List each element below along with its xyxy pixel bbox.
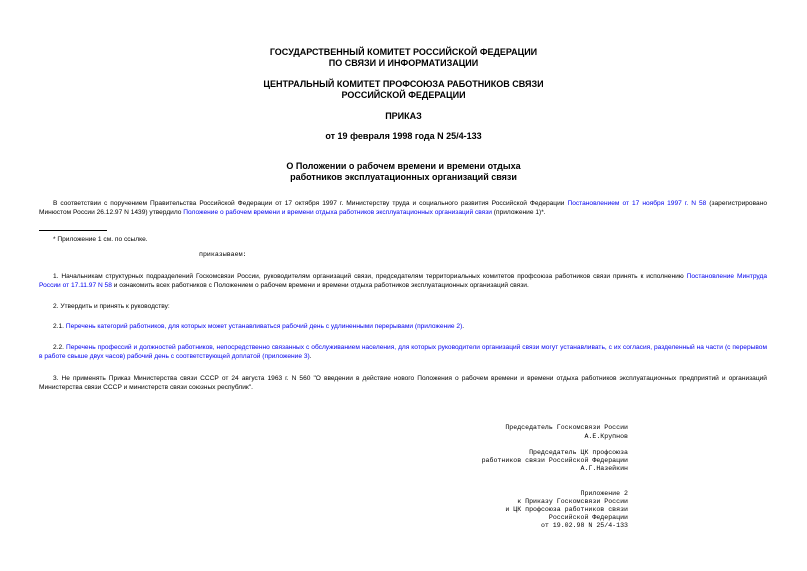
appendix-line-1: Приложение 2 xyxy=(580,490,628,497)
signature-2-name: А.Г.Назейкин xyxy=(580,465,628,472)
signature-1-name: А.Е.Крупнов xyxy=(584,433,628,440)
item-2-2-suffix: . xyxy=(309,353,312,360)
item-2-1-prefix: 2.1. xyxy=(53,323,66,330)
appendix-line-4: Российской Федерации xyxy=(548,514,628,521)
item-1-text-1: 1. Начальникам структурных подразделений Госкомсвязи России, руководителям организаций связи, председателям территориальных комитетов профсоюза работников связи принять к исполнению xyxy=(53,273,687,280)
item-2-1 xyxy=(39,322,767,331)
footnote: * Приложение 1 см. по ссылке. xyxy=(53,236,148,243)
signature-1-title: Председатель Госкомсвязи России xyxy=(505,424,628,431)
appendix-line-3: и ЦК профсоюза работников связи xyxy=(505,506,628,513)
appendix-line-2: к Приказу Госкомсвязи России xyxy=(517,498,628,505)
doc-title-line1: О Положении о рабочем времени и времени отдыха xyxy=(286,161,521,171)
org2-line1: ЦЕНТРАЛЬНЫЙ КОМИТЕТ ПРОФСОЮЗА РАБОТНИКОВ СВЯЗИ xyxy=(263,79,544,89)
resolution-link[interactable]: Постановлением от 17 ноября 1997 г. N 58 xyxy=(567,200,707,207)
signature-2-title-2: работников связи Российской Федерации xyxy=(481,457,628,464)
org2-line2: РОССИЙСКОЙ ФЕДЕРАЦИИ xyxy=(341,90,466,100)
doc-date: от 19 февраля 1998 года N 25/4-133 xyxy=(325,131,482,141)
footnote-divider xyxy=(39,230,107,231)
item-1-text-2: и ознакомить всех работников с Положением о рабочем времени и времени отдыха работников эксплуатационных организаций связи. xyxy=(111,282,529,289)
regulation-link[interactable]: Положение о рабочем времени и времени отдыха работников эксплуатационных организаций связи xyxy=(183,209,492,216)
item-2: 2. Утвердить и принять к руководству: xyxy=(53,303,170,310)
order-word: приказываем: xyxy=(199,251,247,258)
org1-line1: ГОСУДАРСТВЕННЫЙ КОМИТЕТ РОССИЙСКОЙ ФЕДЕРАЦИИ xyxy=(269,47,538,57)
intro-text-1: В соответствии с поручением Правительства Российской Федерации от 17 октября 1997 г. Министерству труда и социального развития Российской Федерации xyxy=(53,200,568,207)
item-2-1-suffix: . xyxy=(462,323,465,330)
appendix-line-5: от 19.02.98 N 25/4-133 xyxy=(540,522,628,529)
intro-text-3: (приложение 1)*. xyxy=(491,209,546,216)
item-2-2-prefix: 2.2. xyxy=(53,344,66,351)
item-2-2 xyxy=(39,343,767,361)
appendix-2-link[interactable]: Перечень категорий работников, для которых может устанавливаться рабочий день с удлиненными перерывами (приложение 2) xyxy=(65,323,463,330)
mintrud-resolution-link[interactable]: Постановление Минтруда России от 17.11.97 N 58 xyxy=(39,273,767,289)
item-1 xyxy=(39,272,767,290)
appendix-3-link[interactable]: Перечень профессий и должностей работников, непосредственно связанных с обслуживанием населения, для которых руководители организаций связи могут устанавливать, с их согласия, разделенный на части (с перерывом в работе свыше двух часов) рабочий день с соответствующей доплатой (приложение 3) xyxy=(39,344,767,360)
item-3: 3. Не применять Приказ Министерства связи СССР от 24 августа 1963 г. N 560 "О введении в действие нового Положения о рабочем времени и времени отдыха работников эксплуатационных предприятий и организаций Министерства связи СССР и министерств связи союзных республик". xyxy=(39,375,767,391)
org1-line2: ПО СВЯЗИ И ИНФОРМАТИЗАЦИИ xyxy=(328,58,479,68)
signature-2-title-1: Председатель ЦК профсоюза xyxy=(529,449,628,456)
doc-type: ПРИКАЗ xyxy=(385,111,422,121)
doc-title-line2: работников эксплуатационных организаций связи xyxy=(290,172,517,182)
intro-text-2: (зарегистрировано Минюстом России 26.12.97 N 1439) утвердило xyxy=(39,200,768,216)
intro-paragraph xyxy=(39,199,767,217)
